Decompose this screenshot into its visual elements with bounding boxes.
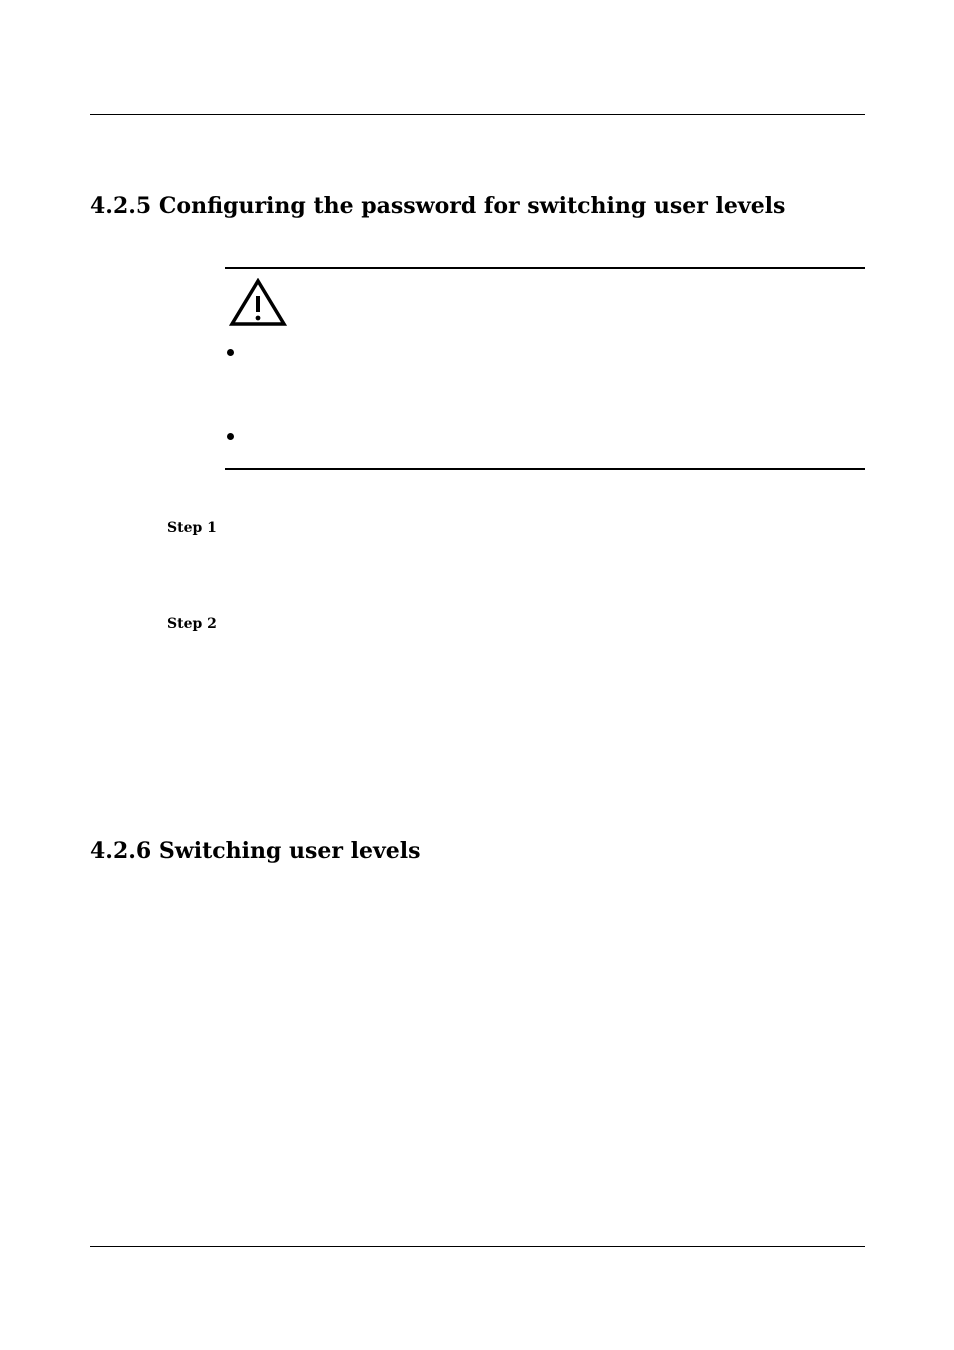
notice-bullet <box>227 349 234 356</box>
section-heading-4-2-6: 4.2.6 Switching user levels <box>90 838 421 864</box>
caution-notice <box>225 267 865 470</box>
header-rule <box>90 114 865 115</box>
section-heading-4-2-5: 4.2.5 Configuring the password for switching user levels <box>90 193 786 219</box>
step-label: Step 2 <box>167 616 217 632</box>
warning-icon <box>229 278 287 328</box>
notice-bullet <box>227 433 234 440</box>
step-label: Step 1 <box>167 520 217 536</box>
footer-rule <box>90 1246 865 1247</box>
